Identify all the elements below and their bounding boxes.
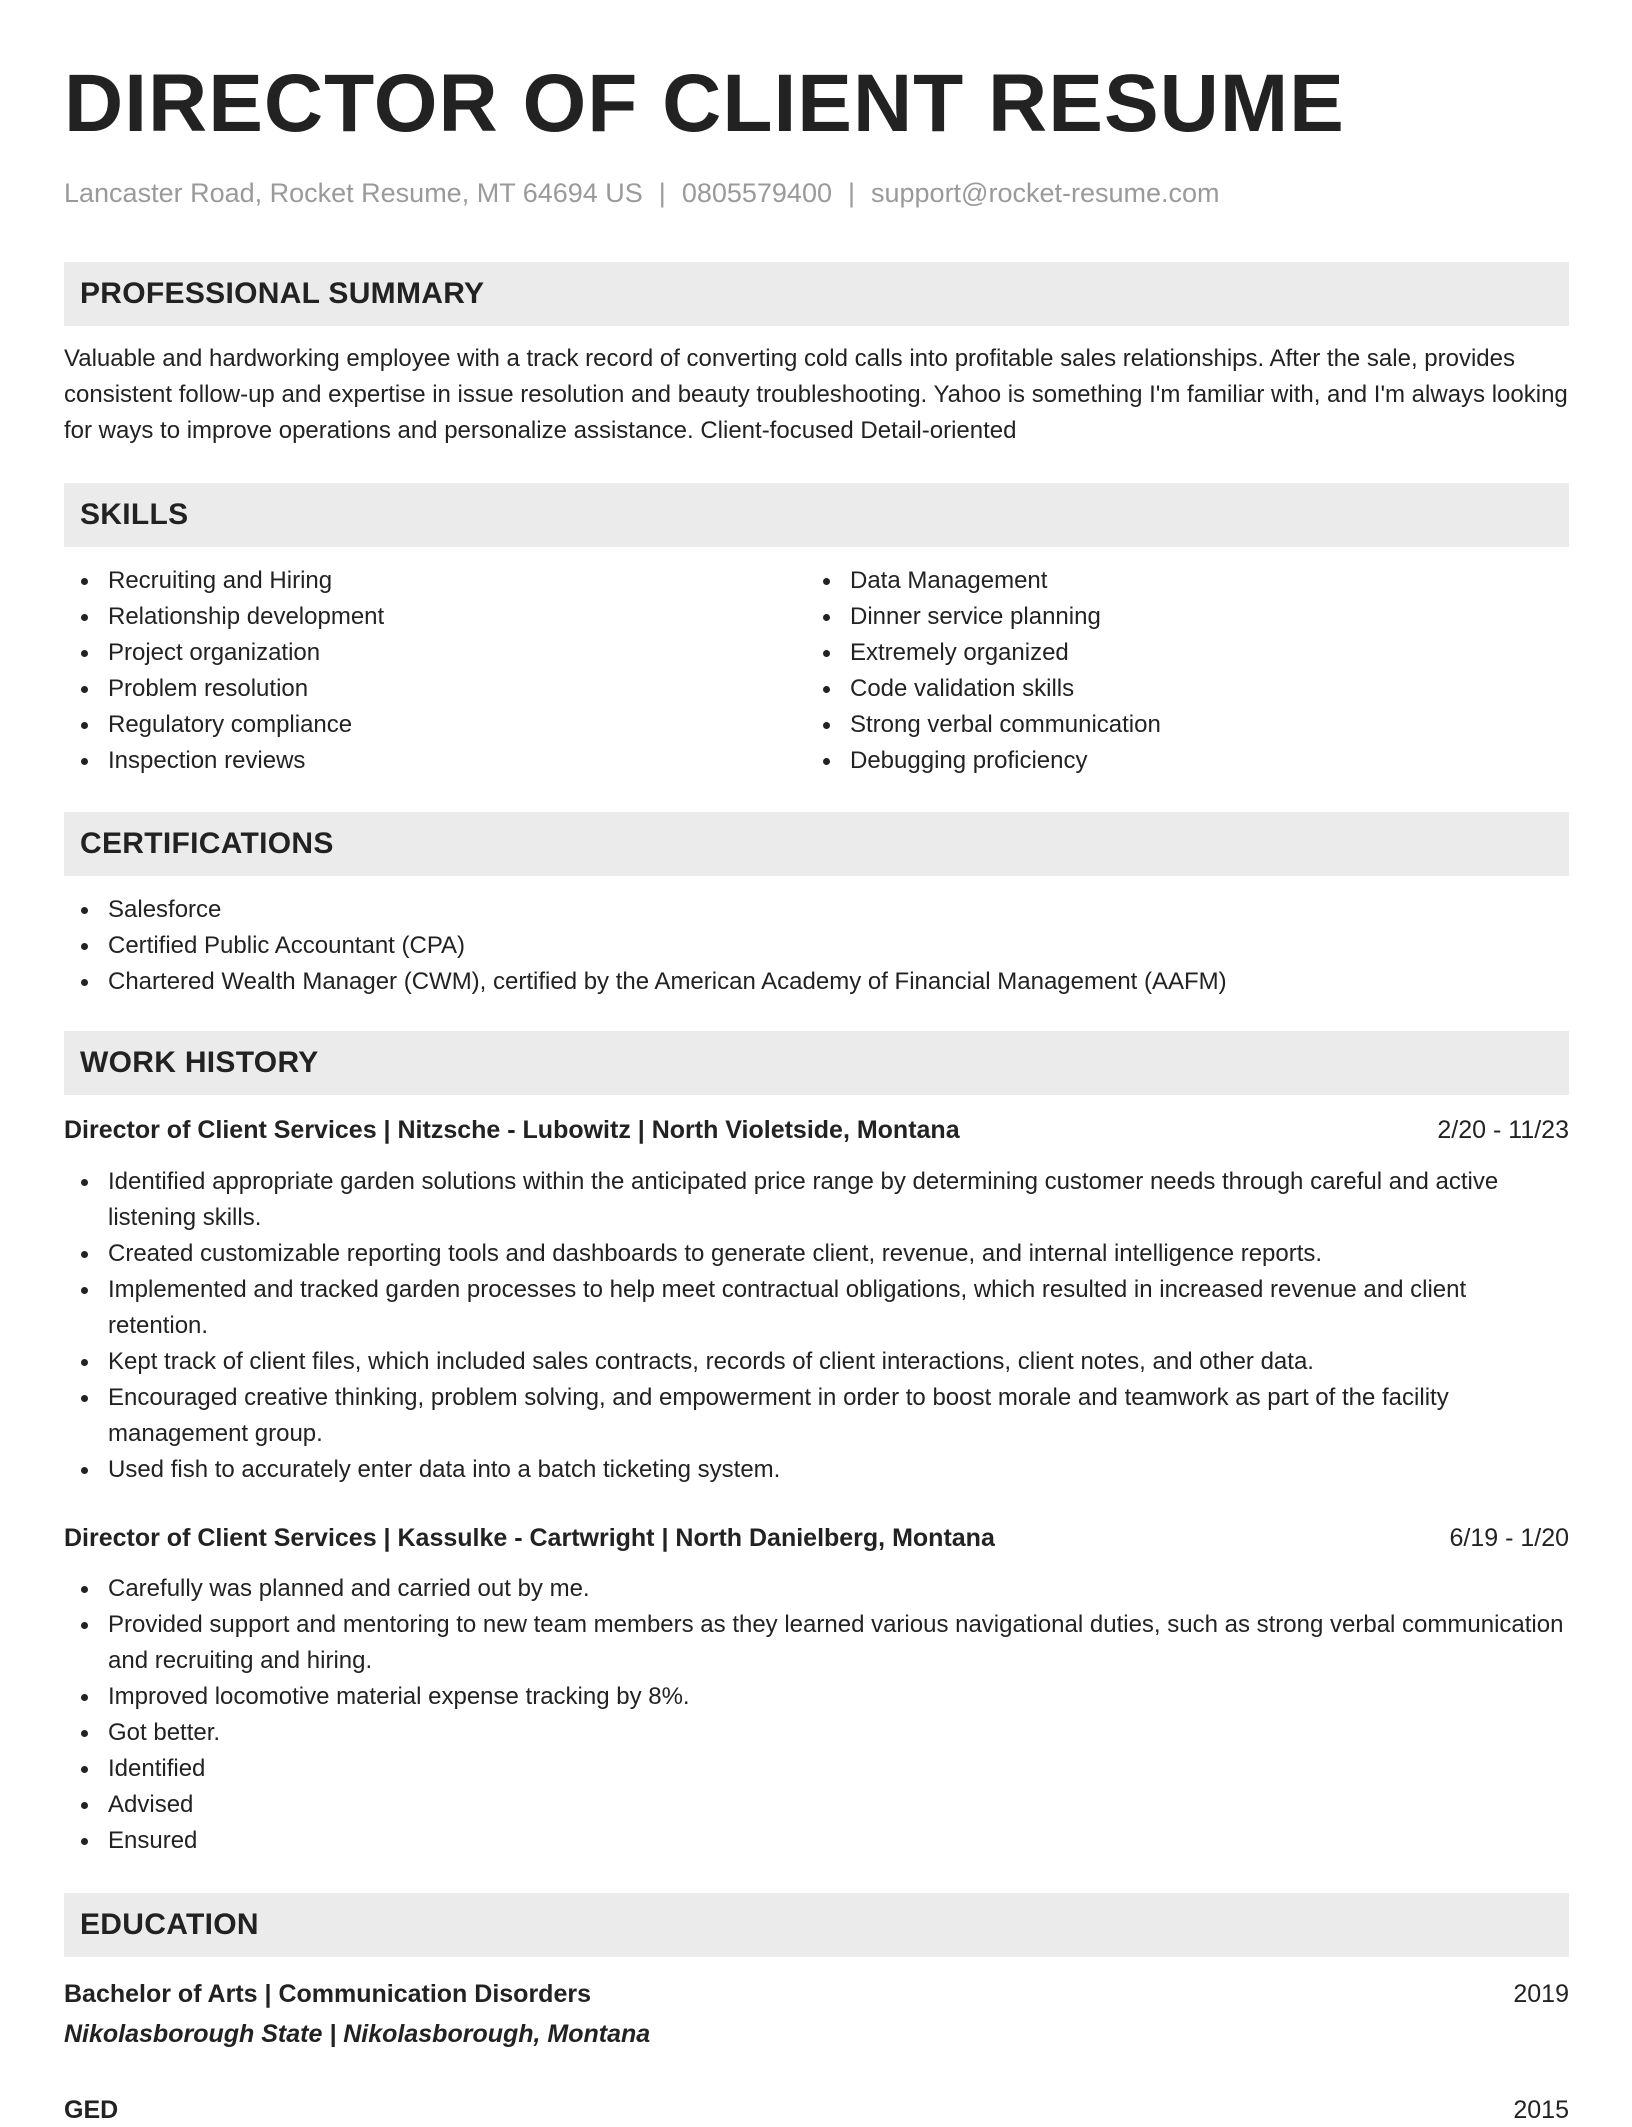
certification-item: Salesforce	[64, 892, 1569, 928]
skill-item: Project organization	[64, 635, 806, 671]
education-entry	[64, 1977, 1569, 2051]
job-header	[64, 1521, 1569, 1555]
section-heading-education: EDUCATION	[64, 1893, 1569, 1957]
education-school: Nikolasborough State | Nikolasborough, Montana	[64, 2020, 651, 2048]
skill-item: Dinner service planning	[806, 599, 1548, 635]
education-header	[64, 1977, 1569, 2011]
job-bullets	[64, 1571, 1569, 1859]
job-bullet: Improved locomotive material expense tracking by 8%.	[64, 1679, 1569, 1715]
job-bullet: Kept track of client files, which included sales contracts, records of client interactions, client notes, and other data.	[64, 1344, 1569, 1380]
education-year: 2019	[1513, 1980, 1569, 2008]
job-bullet: Advised	[64, 1787, 1569, 1823]
job-bullets	[64, 1164, 1569, 1488]
contact-line	[64, 176, 1569, 210]
job-bullet: Identified appropriate garden solutions within the anticipated price range by determining customer needs through careful and active listening skills.	[64, 1164, 1569, 1236]
certifications-list	[64, 892, 1569, 1000]
skill-item: Inspection reviews	[64, 743, 806, 779]
summary-text: Valuable and hardworking employee with a track record of converting cold calls into profitable sales relationships. After the sale, provides consistent follow-up and expertise in issue resolution and beauty troubleshooting. Yahoo is something I'm familiar with, and I'm always looking for ways to improve operations and personalize assistance. Client-focused Detail-oriented	[64, 345, 1568, 444]
job-bullet: Carefully was planned and carried out by me.	[64, 1571, 1569, 1607]
resume-page	[64, 54, 1569, 2127]
job-bullet: Got better.	[64, 1715, 1569, 1751]
skills-column-left	[64, 563, 806, 779]
job-bullet: Provided support and mentoring to new team members as they learned various navigational duties, such as strong verbal communication and recruiting and hiring.	[64, 1607, 1569, 1679]
skills-list	[64, 563, 1569, 779]
section-heading-work-history: WORK HISTORY	[64, 1031, 1569, 1095]
section-heading-certifications: CERTIFICATIONS	[64, 812, 1569, 876]
education-degree: GED	[64, 2096, 119, 2124]
job-dates: 6/19 - 1/20	[1449, 1524, 1569, 1552]
skills-column-right	[806, 563, 1548, 779]
certification-item: Chartered Wealth Manager (CWM), certified by the American Academy of Financial Management (AAFM)	[64, 964, 1569, 1000]
section-heading-skills: SKILLS	[64, 483, 1569, 547]
job-bullet: Implemented and tracked garden processes to help meet contractual obligations, which resulted in increased revenue and client retention.	[64, 1272, 1569, 1344]
education-degree: Bachelor of Arts | Communication Disorders	[64, 1980, 591, 2008]
job-dates: 2/20 - 11/23	[1437, 1116, 1569, 1144]
certification-item: Certified Public Accountant (CPA)	[64, 928, 1569, 964]
skill-item: Extremely organized	[806, 635, 1548, 671]
section-heading-summary: PROFESSIONAL SUMMARY	[64, 262, 1569, 326]
skill-item: Code validation skills	[806, 671, 1548, 707]
resume-title: DIRECTOR OF CLIENT RESUME	[64, 58, 1345, 149]
job-bullet: Used fish to accurately enter data into a batch ticketing system.	[64, 1452, 1569, 1488]
job-header	[64, 1113, 1569, 1147]
contact-separator: |	[658, 178, 666, 208]
job-title: Director of Client Services | Kassulke - Cartwright | North Danielberg, Montana	[64, 1524, 995, 1552]
skill-item: Debugging proficiency	[806, 743, 1548, 779]
skill-item: Recruiting and Hiring	[64, 563, 806, 599]
contact-phone: 0805579400	[681, 178, 832, 208]
job-bullet: Ensured	[64, 1823, 1569, 1859]
job-bullet: Encouraged creative thinking, problem solving, and empowerment in order to boost morale and teamwork as part of the facility management group.	[64, 1380, 1569, 1452]
contact-separator: |	[847, 178, 855, 208]
job-bullet: Created customizable reporting tools and dashboards to generate client, revenue, and internal intelligence reports.	[64, 1236, 1569, 1272]
job-bullet: Identified	[64, 1751, 1569, 1787]
education-header	[64, 2093, 1569, 2127]
skill-item: Problem resolution	[64, 671, 806, 707]
job-title: Director of Client Services | Nitzsche - Lubowitz | North Violetside, Montana	[64, 1116, 960, 1144]
education-year: 2015	[1513, 2096, 1569, 2124]
skill-item: Relationship development	[64, 599, 806, 635]
job-entry	[64, 1113, 1569, 1488]
job-entry	[64, 1521, 1569, 1859]
contact-email: support@rocket-resume.com	[871, 178, 1220, 208]
contact-address: Lancaster Road, Rocket Resume, MT 64694 US	[64, 178, 643, 208]
skill-item: Regulatory compliance	[64, 707, 806, 743]
education-entry	[64, 2093, 1569, 2127]
skill-item: Data Management	[806, 563, 1548, 599]
skill-item: Strong verbal communication	[806, 707, 1548, 743]
